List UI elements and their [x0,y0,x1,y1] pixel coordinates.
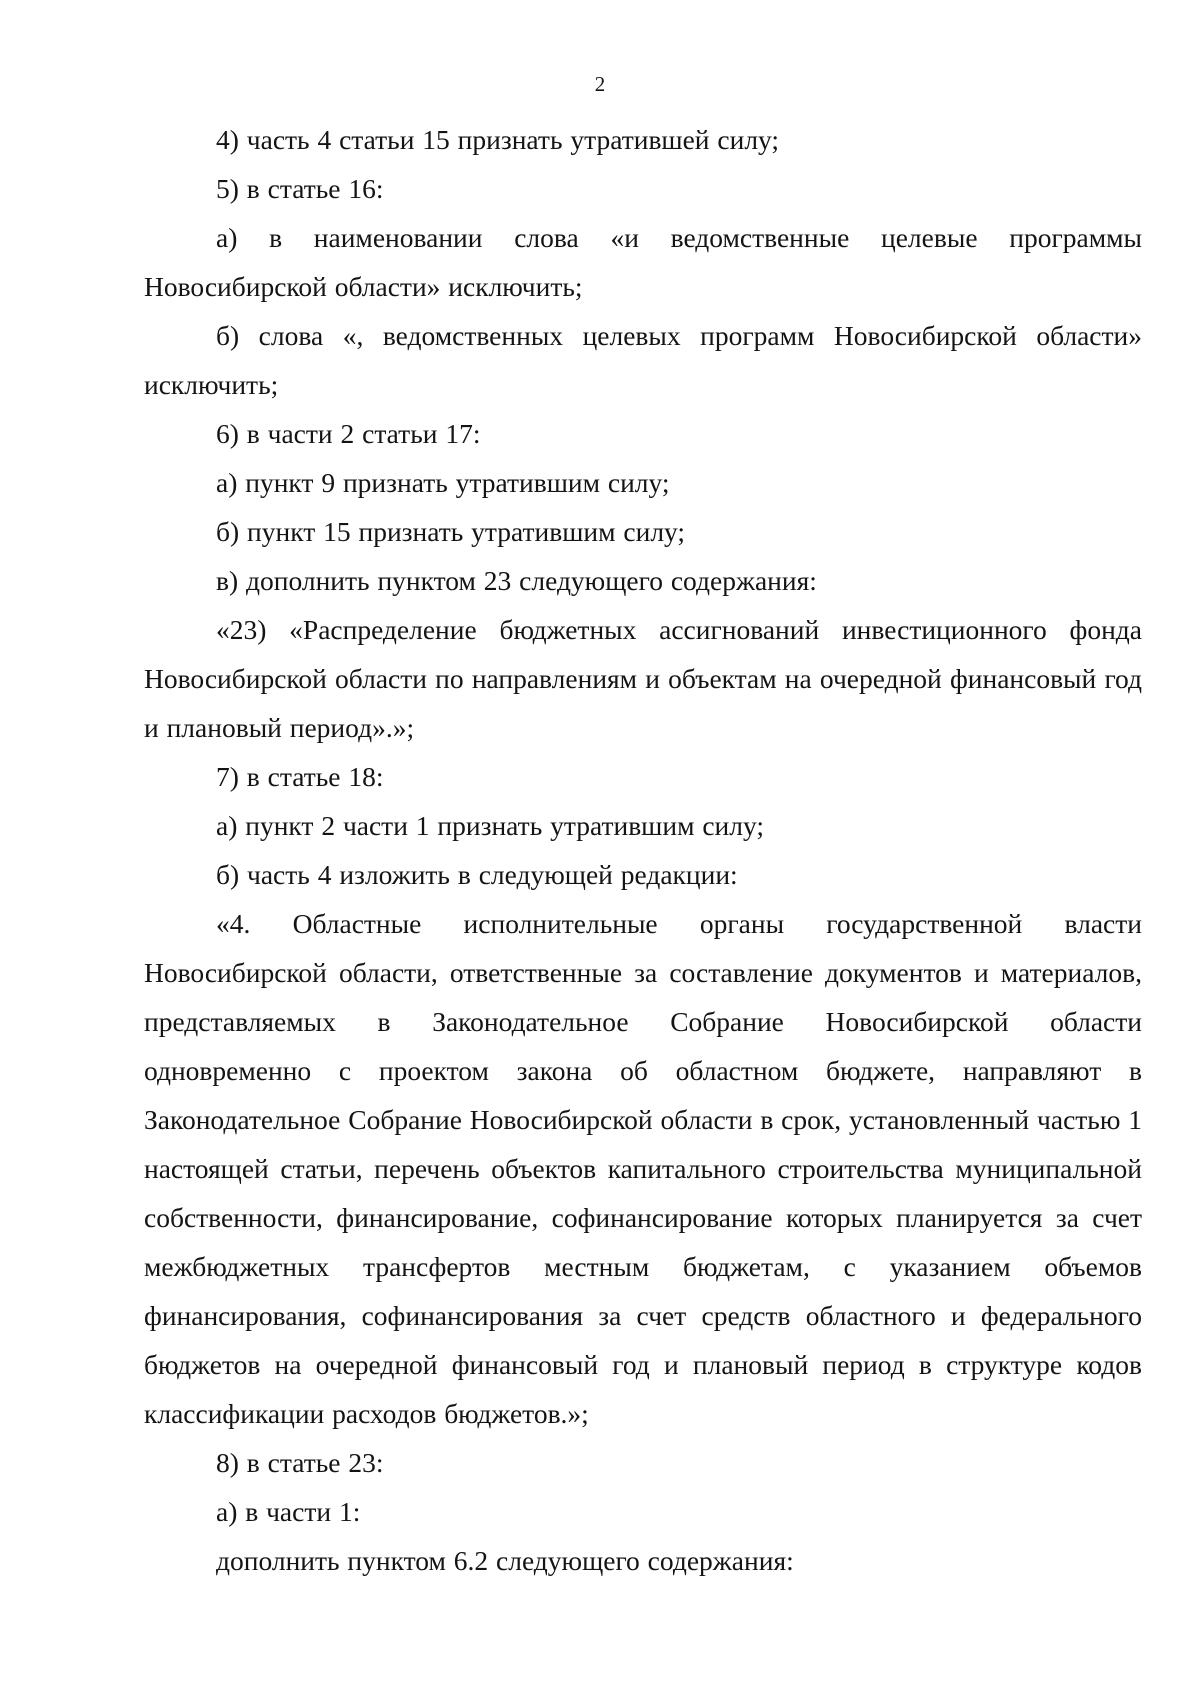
paragraph-subitem-8a: а) в части 1: [216,1496,361,1527]
paragraph-item-6: 6) в части 2 статьи 17: [216,418,481,449]
paragraph-item-7: 7) в статье 18: [216,761,384,792]
paragraph-subitem-6b: б) пункт 15 признать утратившим силу; [216,516,686,547]
paragraph-subitem-6v: в) дополнить пунктом 23 следующего содержания: [216,565,817,596]
paragraph-quote-part-4: «4. Областные исполнительные органы государственной власти Новосибирской области, ответственные за составление документов и материалов, представляемых в Законодательное Собрание Новосибирской области одновременно с проектом закона об областном бюджете, направляют в Законодательное Собрание Новосибирской области в срок, установленный частью 1 настоящей статьи, перечень объектов капитального строительства муниципальной собственности, финансирование, софинансирование которых планируется за счет межбюджетных трансфертов местным бюджетам, с указанием объемов финансирования, софинансирования за счет средств областного и федерального бюджетов на очередной финансовый год и плановый период в структуре кодов классификации расходов бюджетов.»; [144,908,1142,1429]
paragraph-subitem-7b: б) часть 4 изложить в следующей редакции: [216,859,738,890]
page-number: 2 [594,72,606,96]
paragraph-item-5: 5) в статье 16: [216,173,384,204]
paragraph-item-4: 4) часть 4 статьи 15 признать утратившей силу; [216,124,780,155]
paragraph-subitem-6a: а) пункт 9 признать утратившим силу; [216,467,670,498]
paragraph-add-point-6-2: дополнить пунктом 6.2 следующего содержания: [216,1545,794,1576]
document-body [144,115,1142,1585]
paragraph-subitem-5a: а) в наименовании слова «и ведомственные целевые программы Новосибирской области» исключить; [144,222,1142,302]
paragraph-quote-point-23: «23) «Распределение бюджетных ассигнований инвестиционного фонда Новосибирской области по направлениям и объектам на очередной финансовый год и плановый период».»; [144,614,1142,743]
paragraph-item-8: 8) в статье 23: [216,1447,384,1478]
paragraph-subitem-5b: б) слова «, ведомственных целевых программ Новосибирской области» исключить; [144,320,1142,400]
paragraph-subitem-7a: а) пункт 2 части 1 признать утратившим силу; [216,810,765,841]
